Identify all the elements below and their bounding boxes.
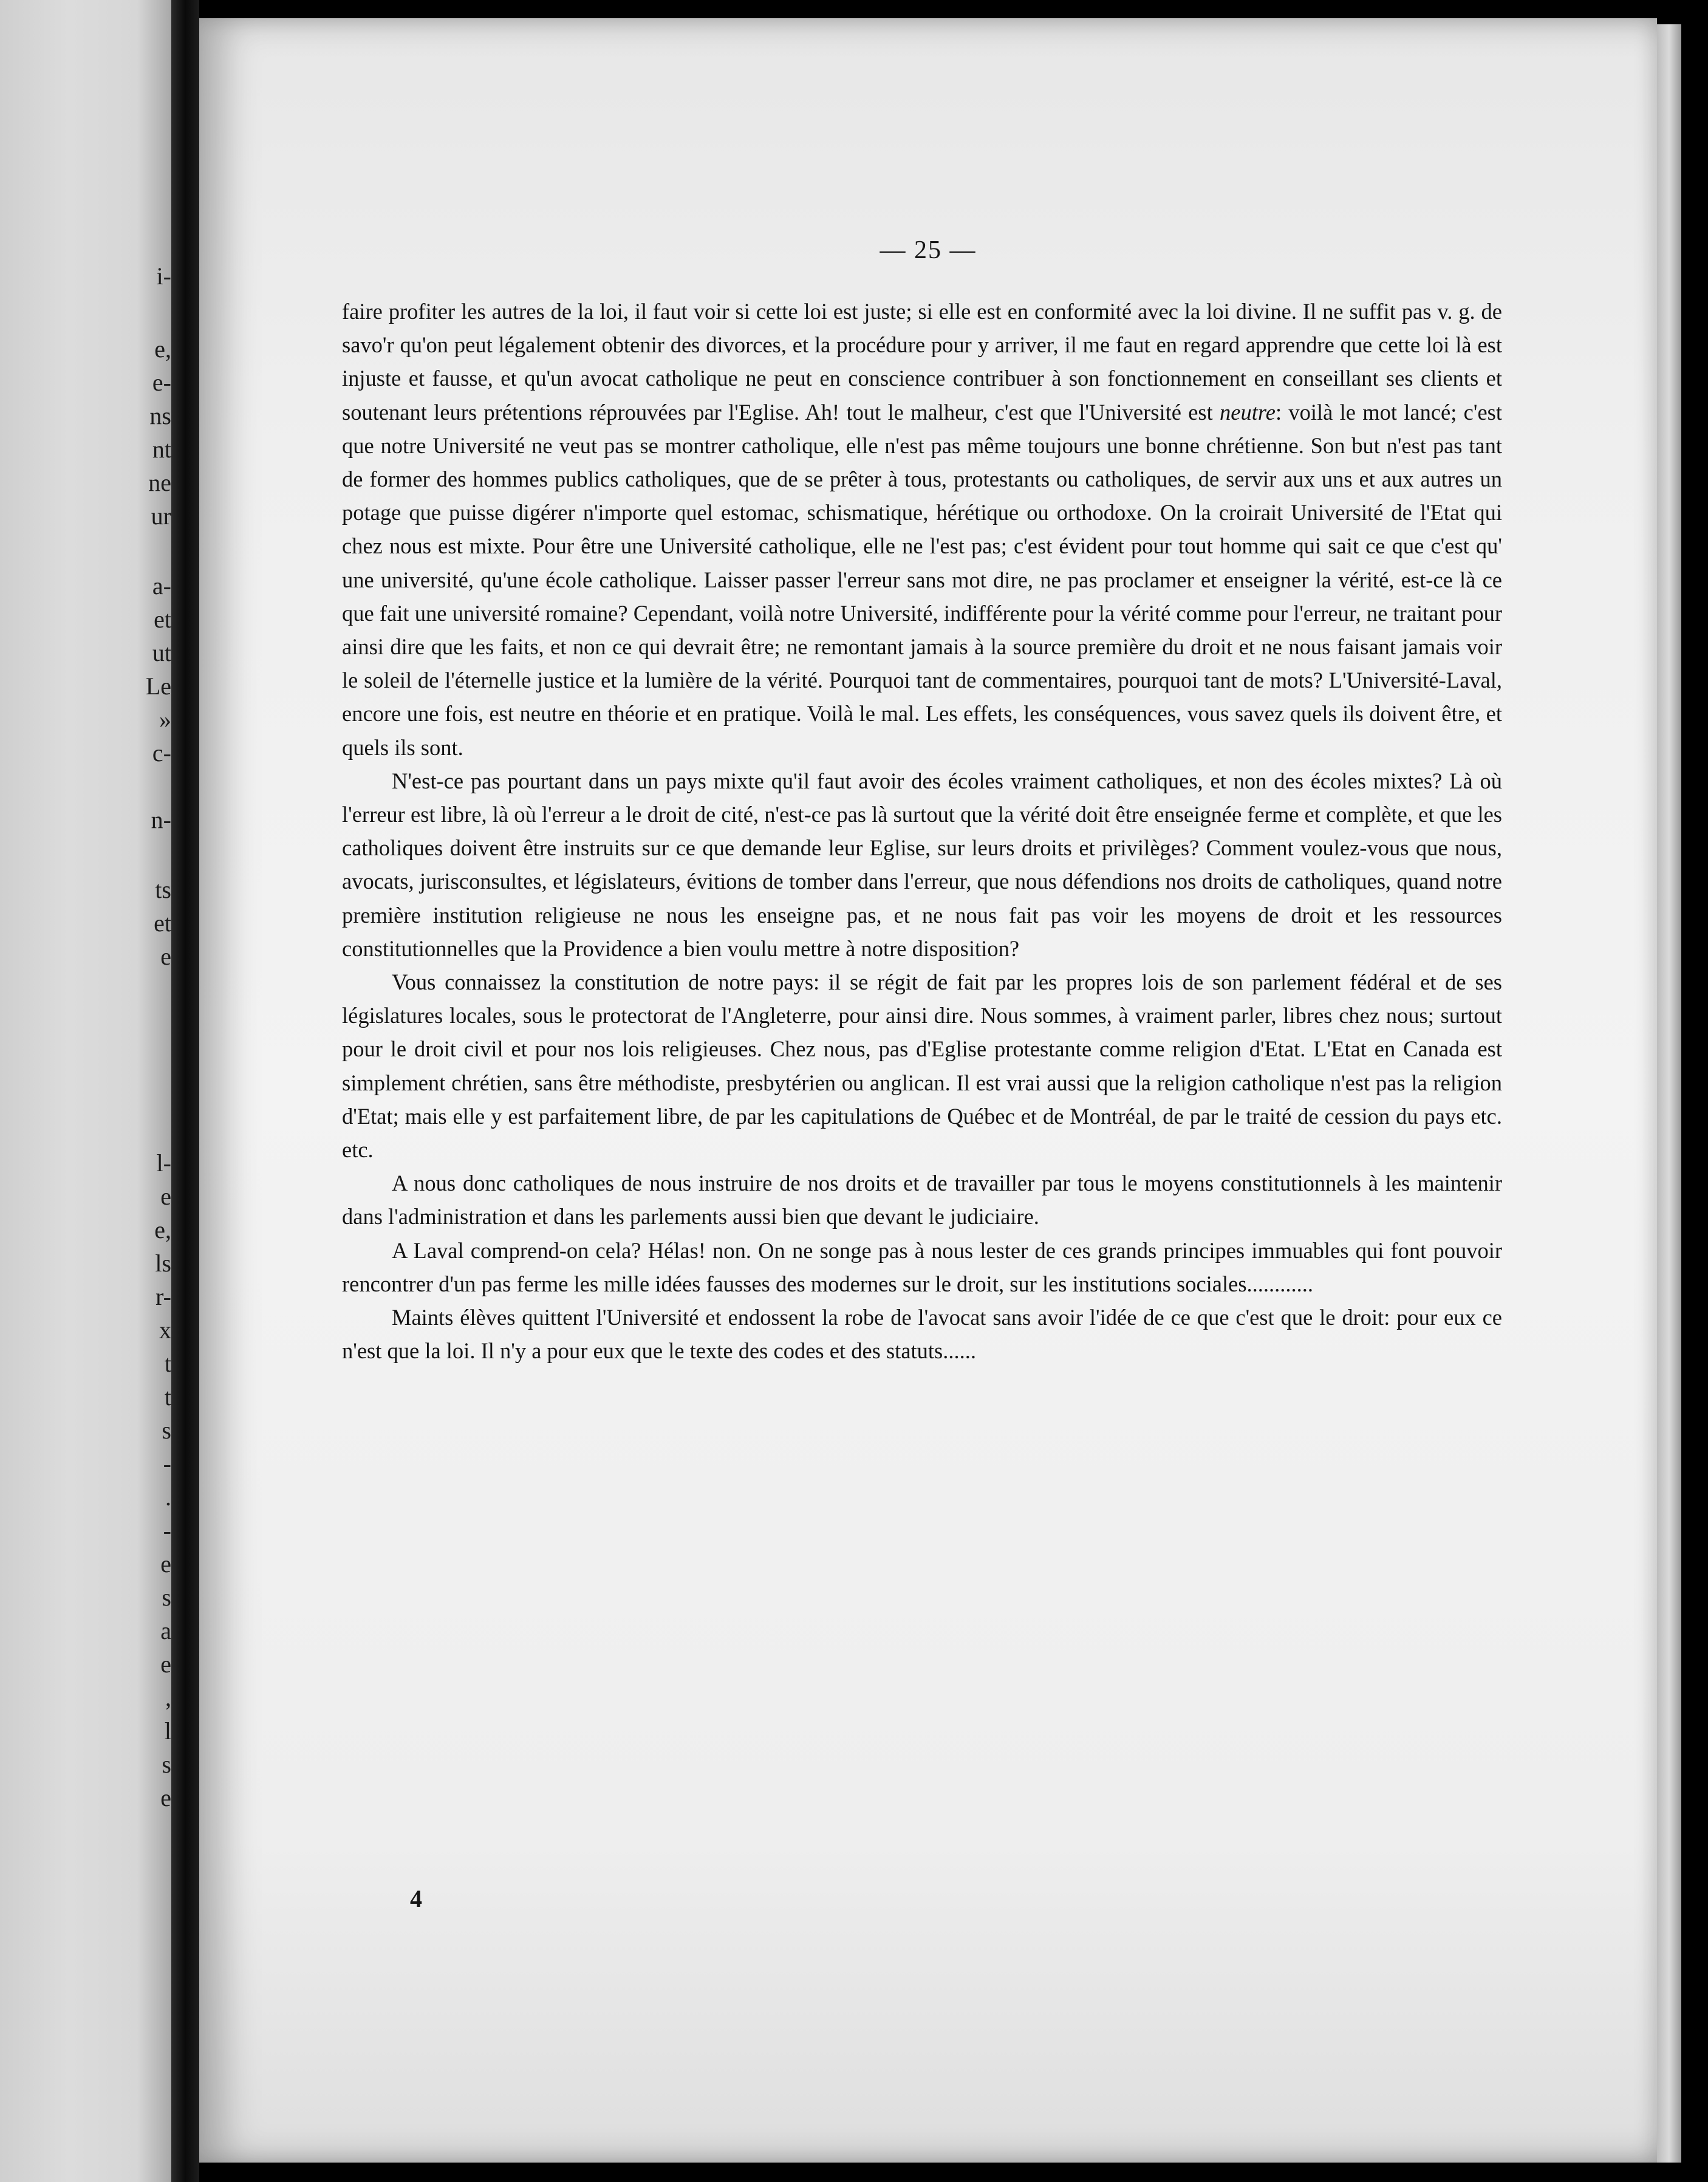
left-page-fragment: ns xyxy=(149,402,171,429)
paragraph-2: N'est-ce pas pourtant dans un pays mixte qu'il faut avoir des écoles vraiment catholiques, et non des écoles mixtes? Là où l'erreur est libre, là où l'erreur a le droit de cité, n'est-ce pas là surtout que la vérité doit être enseignée ferme et complète, et que les catholiques doivent être instruits sur ce que demande leur Eglise, sur leurs droits et privilèges? Comment voulez-vous que nous, avocats, jurisconsultes, et législateurs, évitions de tomber dans l'erreur, que nous défendions nos droits de catholiques, quand notre première institution religieuse ne nous les enseigne pas, et ne nous fait pas voir les moyens de droit et les ressources constitutionnelles que la Providence a bien voulu mettre à notre disposition? xyxy=(342,768,1502,961)
left-page-fragment: a xyxy=(160,1617,171,1644)
left-page-fragment: s xyxy=(162,1584,171,1611)
left-page-fragment: e xyxy=(160,1784,171,1811)
left-page-fragment: e- xyxy=(152,369,171,396)
left-page-fragment: ne xyxy=(148,469,171,496)
left-page-fragment: nt xyxy=(152,436,171,463)
body-text xyxy=(342,295,1502,1368)
left-page-fragment: Le xyxy=(145,672,171,700)
left-page-fragment: a- xyxy=(152,572,171,600)
left-page-fragment: » xyxy=(159,706,171,733)
left-page-fragment: - xyxy=(163,1517,171,1544)
left-page-fragment: e xyxy=(160,1650,171,1678)
left-page-fragment: r- xyxy=(155,1283,171,1310)
book-page xyxy=(199,18,1657,2163)
left-page-fragment: t xyxy=(164,1350,171,1377)
left-page-fragment: s xyxy=(162,1751,171,1778)
left-page-fragment: n- xyxy=(151,806,171,833)
signature-mark: 4 xyxy=(410,1885,422,1912)
left-page-fragment: e xyxy=(160,1183,171,1210)
paragraph-1-part-2: : voilà le mot lancé; c'est que notre Université ne veut pas se montrer catholique, elle n'est pas même toujours une bonne chrétienne. Son but n'est pas tant de former des hommes publics catholiques, que de se prêter à tous, protestants ou catholiques, de servir aux uns et aux autres un potage que puisse digérer n'importe quel estomac, schismatique, hérétique ou orthodoxe. On la croirait Université de l'Etat qui chez nous est mixte. Pour être une Université catholique, elle ne l'est pas; c'est évident pour tout homme qui sait ce que c'est qu' une université, qu'une école catholique. Laisser passer l'erreur sans mot dire, ne pas proclamer et enseigner la vérité, est-ce là ce que fait une université romaine? Cependant, voilà notre Université, indifférente pour la vérité comme pour l'erreur, ne traitant pour ainsi dire que les faits, et non ce qui devrait être; ne remontant jamais à la source première du droit et ne nous faisant jamais voir le soleil de l'éternelle justice et la lumière de la vérité. Pourquoi tant de commentaires, pourquoi tant de mots? L'Université-Laval, encore une fois, est neutre en théorie et en pratique. Voilà le mal. Les effets, les conséquences, vous savez quels ils doivent être, et quels ils sont. xyxy=(342,399,1502,760)
paragraph-6: Maints élèves quittent l'Université et endossent la robe de l'avocat sans avoir l'idée de ce que c'est que le droit: pour eux ce n'est que la loi. Il n'y a pour eux que le texte des codes et des statuts...... xyxy=(342,1305,1502,1364)
left-page-fragment: l xyxy=(164,1717,171,1745)
paragraph-5: A Laval comprend-on cela? Hélas! non. On ne songe pas à nous lester de ces grands principes immuables qui font pouvoir rencontrer d'un pas ferme les mille idées fausses des modernes sur le droit, sur les institutions sociales............ xyxy=(342,1237,1502,1296)
left-page-fragment: et xyxy=(154,909,171,937)
left-page-fragment: x xyxy=(159,1316,171,1344)
left-page-fragment: . xyxy=(165,1483,171,1511)
left-page-fragment: e, xyxy=(154,335,171,363)
left-page-fragment: i- xyxy=(156,262,171,290)
left-page-fragment: ts xyxy=(155,876,171,903)
left-page-fragment: t xyxy=(164,1383,171,1411)
left-page-fragment: s xyxy=(162,1417,171,1444)
paragraph-3: Vous connaissez la constitution de notre pays: il se régit de fait par les propres lois de son parlement fédéral et de ses législatures locales, sous le protectorat de l'Angleterre, pour ainsi dire. Nous sommes, à vraiment parler, libres chez nous; surtout pour le droit civil et pour nos lois religieuses. Chez nous, pas d'Eglise protestante comme religion d'Etat. L'Etat en Canada est simplement chrétien, sans être méthodiste, presbytérien ou anglican. Il est vrai aussi que la religion catholique n'est pas la religion d'Etat; mais elle y est parfaitement libre, de par les capitulations de Québec et de Montréal, de par le traité de cession du pays etc. etc. xyxy=(342,970,1502,1163)
left-page-fragment: , xyxy=(165,1684,171,1711)
left-page-fragment: e, xyxy=(154,1216,171,1243)
book-gutter xyxy=(171,0,199,2182)
left-page-fragment: et xyxy=(154,606,171,633)
page-number-heading: — 25 — xyxy=(880,236,977,264)
left-page-edge xyxy=(0,0,171,2182)
left-page-fragment: - xyxy=(163,1450,171,1477)
left-page-fragment: e xyxy=(160,1550,171,1578)
left-page-fragment: ur xyxy=(151,502,171,530)
paragraph-1-part-1: faire profiter les autres de la loi, il faut voir si cette loi est juste; si elle est en conformité avec la loi divine. Il ne suffit pas v. g. de savo'r qu'on peut légalement obtenir des divorces, et la procédure pour y arriver, il me faut en regard apprendre que cette loi là est injuste et fausse, et qu'un avocat catholique ne peut en conscience contribuer à son fonctionnement en conseillant ses clients et soutenant leurs prétentions réprouvées par l'Eglise. Ah! tout le malheur, c'est que l'Université est xyxy=(342,299,1502,425)
left-page-fragment: e xyxy=(160,943,171,970)
left-page-fragment: ut xyxy=(152,639,171,666)
page-right-edge xyxy=(1657,24,1681,2163)
left-page-fragment: ls xyxy=(155,1250,171,1277)
paragraph-1 xyxy=(342,295,1502,764)
emphasis-neutre: neutre xyxy=(1220,399,1276,425)
left-page-fragment: l- xyxy=(156,1149,171,1177)
paragraph-4: A nous donc catholiques de nous instruire de nos droits et de travailler par tous le moyens constitutionnels à les maintenir dans l'administration et dans les parlements aussi bien que devant le judiciaire. xyxy=(342,1171,1502,1230)
left-page-fragment: c- xyxy=(152,739,171,767)
